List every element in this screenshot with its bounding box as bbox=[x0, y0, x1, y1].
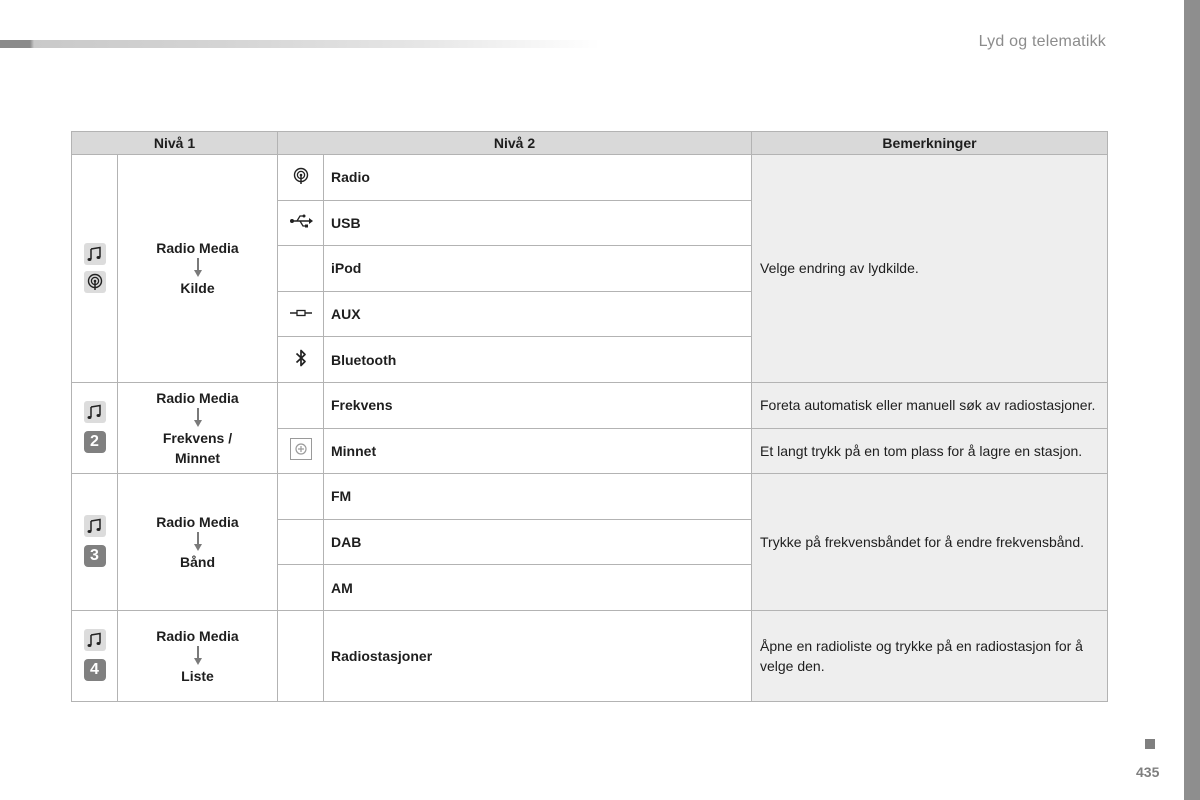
header-gradient-bar bbox=[0, 40, 600, 48]
level2-icon-cell bbox=[278, 610, 324, 701]
memory-add-icon bbox=[289, 437, 313, 461]
level2-icon-cell bbox=[278, 519, 324, 565]
menu-table bbox=[71, 131, 1108, 702]
note-cell: Velge endring av lydkilde. bbox=[752, 155, 1108, 383]
level2-label: AUX bbox=[324, 291, 752, 337]
level2-icon-cell bbox=[278, 382, 324, 428]
level2-icon-cell bbox=[278, 200, 324, 246]
level2-label: Radio bbox=[324, 155, 752, 201]
level2-icon-cell bbox=[278, 428, 324, 474]
music-note-icon bbox=[84, 629, 106, 651]
level2-icon-cell bbox=[278, 246, 324, 292]
step-number-badge: 2 bbox=[84, 431, 106, 453]
music-note-icon bbox=[84, 243, 106, 265]
level1-line: Bånd bbox=[180, 554, 215, 571]
level1-icons bbox=[72, 382, 118, 473]
level2-label: USB bbox=[324, 200, 752, 246]
note-cell: Trykke på frekvensbåndet for å endre frekvensbånd. bbox=[752, 474, 1108, 611]
level1-label bbox=[118, 382, 278, 473]
table-row bbox=[72, 155, 1108, 201]
level1-icons bbox=[72, 610, 118, 701]
step-number-badge: 4 bbox=[84, 659, 106, 681]
bluetooth-icon bbox=[294, 347, 308, 369]
radio-icon bbox=[84, 271, 106, 293]
level1-label bbox=[118, 474, 278, 611]
header-notes: Bemerkninger bbox=[752, 132, 1108, 155]
arrow-down-icon bbox=[193, 532, 203, 552]
level2-label: DAB bbox=[324, 519, 752, 565]
level2-icon-cell bbox=[278, 565, 324, 611]
level2-label: FM bbox=[324, 474, 752, 520]
note-cell: Et langt trykk på en tom plass for å lagre en stasjon. bbox=[752, 428, 1108, 474]
section-title: Lyd og telematikk bbox=[978, 33, 1106, 50]
arrow-down-icon bbox=[193, 646, 203, 666]
level2-icon-cell bbox=[278, 155, 324, 201]
level1-icons bbox=[72, 474, 118, 611]
level2-label: Minnet bbox=[324, 428, 752, 474]
level1-line: Radio Media bbox=[156, 627, 239, 644]
note-cell: Foreta automatisk eller manuell søk av radiostasjoner. bbox=[752, 382, 1108, 428]
music-note-icon bbox=[84, 515, 106, 537]
table-header-row bbox=[72, 132, 1108, 155]
table-row bbox=[72, 474, 1108, 520]
level2-label: Frekvens bbox=[324, 382, 752, 428]
level2-label: iPod bbox=[324, 246, 752, 292]
header-level1: Nivå 1 bbox=[72, 132, 278, 155]
step-number-badge: 3 bbox=[84, 545, 106, 567]
level1-line: Radio Media bbox=[156, 514, 239, 531]
arrow-down-icon bbox=[193, 258, 203, 278]
level2-icon-cell bbox=[278, 291, 324, 337]
level1-line: Radio Media bbox=[156, 390, 239, 407]
level1-icons bbox=[72, 155, 118, 383]
arrow-down-icon bbox=[193, 408, 203, 428]
level2-label: Bluetooth bbox=[324, 337, 752, 383]
table-row bbox=[72, 610, 1108, 701]
table-row bbox=[72, 382, 1108, 428]
level1-line: Radio Media bbox=[156, 240, 239, 257]
level1-line: Frekvens / bbox=[162, 430, 233, 447]
level1-label bbox=[118, 610, 278, 701]
level1-line: Liste bbox=[181, 667, 214, 684]
header-level2: Nivå 2 bbox=[278, 132, 752, 155]
page-number: 435 bbox=[1136, 764, 1160, 780]
level1-line: Kilde bbox=[180, 280, 215, 297]
level1-line: Minnet bbox=[174, 450, 221, 467]
page-marker bbox=[1145, 739, 1155, 749]
usb-icon bbox=[289, 213, 313, 229]
level2-icon-cell bbox=[278, 474, 324, 520]
level2-icon-cell bbox=[278, 337, 324, 383]
music-note-icon bbox=[84, 401, 106, 423]
radio-icon bbox=[290, 165, 312, 187]
aux-icon bbox=[289, 307, 313, 319]
level1-label bbox=[118, 155, 278, 383]
page-edge-band bbox=[1184, 0, 1200, 800]
level2-label: AM bbox=[324, 565, 752, 611]
note-cell: Åpne en radioliste og trykke på en radiostasjon for å velge den. bbox=[752, 610, 1108, 701]
level2-label: Radiostasjoner bbox=[324, 610, 752, 701]
